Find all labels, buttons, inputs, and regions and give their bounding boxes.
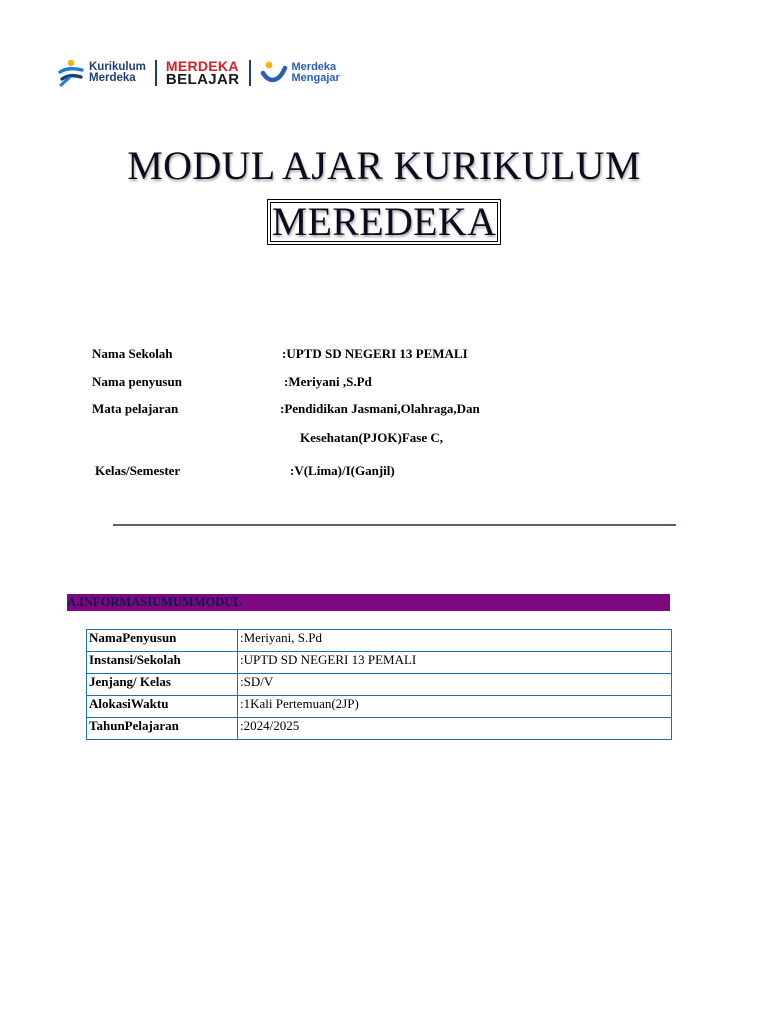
table-key: Jenjang/ Kelas [87,674,238,696]
table-key: AlokasiWaktu [87,696,238,718]
subject-value-line2: Kesehatan(PJOK)Fase C, [300,430,443,445]
table-value: :2024/2025 [238,718,672,740]
logo-text: Mengajar [291,72,340,84]
school-label: Nama Sekolah [92,346,173,361]
subject-label: Mata pelajaran [92,401,179,416]
logo-divider [155,60,157,86]
table-row [87,696,672,718]
merdeka-mengajar-logo [260,58,340,88]
table-value: :1Kali Pertemuan(2JP) [238,696,672,718]
logo-divider [249,60,251,86]
subject-value-line1: :Pendidikan Jasmani,Olahraga,Dan [280,401,480,416]
merdeka-mengajar-icon [260,58,288,88]
table-row [87,718,672,740]
logo-text: MERDEKA [165,58,239,74]
table-key: Instansi/Sekolah [87,652,238,674]
document-title-boxed: MEREDEKA [271,199,497,244]
class-value: :V(Lima)/I(Ganjil) [290,463,395,478]
logo-text: Merdeka [291,61,337,73]
document-title-line2 [0,198,768,245]
table-row [87,652,672,674]
logo-text: Kurikulum [89,61,146,73]
kurikulum-merdeka-icon [57,58,85,88]
table-value: :UPTD SD NEGERI 13 PEMALI [238,652,672,674]
author-value: :Meriyani ,S.Pd [284,374,372,389]
merdeka-belajar-logo [166,60,240,86]
table-row [87,674,672,696]
module-info-table [86,629,672,740]
section-a-heading-bar [67,594,670,611]
header-logos [57,56,340,90]
table-value: :Meriyani, S.Pd [238,630,672,652]
horizontal-divider [113,524,676,526]
document-title-line1: MODUL AJAR KURIKULUM [127,143,641,188]
table-key: TahunPelajaran [87,718,238,740]
table-row [87,630,672,652]
kurikulum-merdeka-logo [57,58,146,88]
logo-text: Merdeka [89,72,136,84]
section-a-heading: A.INFORMASIUMUMMODUL [67,595,242,609]
table-value: :SD/V [238,674,672,696]
school-value: :UPTD SD NEGERI 13 PEMALI [282,346,468,361]
table-key: NamaPenyusun [87,630,238,652]
author-label: Nama penyusun [92,374,182,389]
class-label: Kelas/Semester [95,463,181,478]
logo-text: BELAJAR [165,71,240,88]
